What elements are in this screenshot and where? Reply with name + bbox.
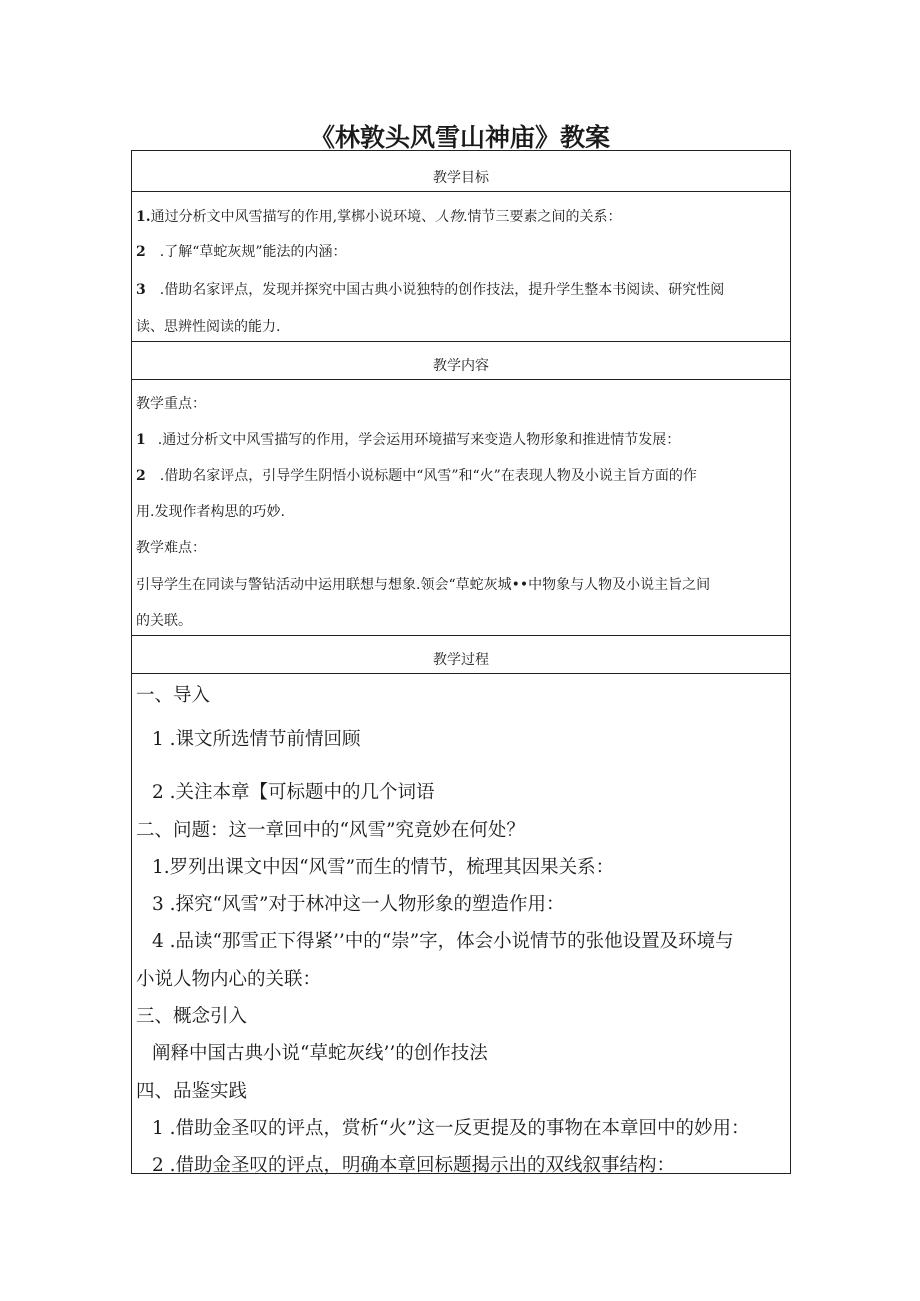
row-divider: [132, 379, 790, 380]
question-item-3-continued: 小说人物内心的关联：: [136, 969, 322, 990]
content-heading: 教学内容: [433, 358, 489, 374]
document-title: 《林敦头风雪山神庙》教案: [309, 123, 610, 152]
section-practice: 四、品鉴实践: [136, 1081, 248, 1102]
objective-3-line-1: .借助名家评点，发现并探究中国古典小说独特的创作技法，提升学生整本书阅读、研究性阅: [159, 282, 725, 298]
objective-3-number: 3: [136, 282, 146, 298]
intro-item-1: 1 .课文所选情节前情回顾: [152, 729, 361, 750]
objective-1-text-b: 人物.: [435, 209, 468, 225]
practice-item-1: 1 .借助金圣叹的评点，赏析“火”这一反更提及的事物在本章回中的妙用：: [152, 1118, 750, 1139]
section-question: 二、问题：这一章回中的“风雪”究竟妙在何处？: [136, 820, 525, 841]
row-divider: [132, 673, 790, 674]
difficulty-line-2: 的关联。: [136, 613, 192, 629]
practice-item-2: 2 .借助金圣叹的评点，明确本章回标题揭示出的双线叙事结构：: [152, 1155, 676, 1176]
objective-2: [136, 241, 347, 261]
concept-item-1: 阐释中国古典小说“草蛇灰线’’的创作技法: [152, 1043, 488, 1064]
key-point-1-number: 1: [136, 432, 146, 448]
objective-3: [136, 279, 724, 299]
objective-3-continued: 读、思辨性阅读的能力.: [136, 319, 281, 335]
intro-item-2: 2 .关注本章【可标题中的几个词语: [152, 782, 435, 803]
difficulty-line-1: 引导学生在同读与警钻活动中运用联想与想象.领会“草蛇灰城••中物象与人物及小说主旨之间: [136, 577, 711, 593]
key-point-2: [136, 465, 697, 485]
row-divider: [132, 191, 790, 192]
objective-2-text: .了解“草蛇灰规”能法的内涵：: [159, 244, 347, 260]
key-point-1-text: .通过分析文中风雪描写的作用，学会运用环境描写来变造人物形象和推进情节发展：: [157, 432, 681, 448]
key-point-2-number: 2: [136, 468, 146, 484]
section-concept: 三、概念引入: [136, 1006, 248, 1027]
key-point-2-continued: 用.发现作者构思的巧妙.: [136, 504, 285, 520]
objective-1-text-c: 情节三要素之间的关系：: [467, 209, 622, 225]
section-intro: 一、导入: [136, 685, 211, 706]
objective-1-text-a: 通过分析文中风雪描写的作用,掌梆小说环境、: [150, 209, 436, 225]
question-item-2: 3 .探究“风雪”对于林冲这一人物形象的塑造作用：: [152, 894, 565, 915]
objective-2-number: 2: [136, 244, 146, 260]
key-point-2-line-1: .借助名家评点，引导学生阴悟小说标题中“风雪”和“火”在表现人物及小说主旨方面的作: [159, 468, 697, 484]
key-points-label: 教学重点：: [136, 396, 206, 412]
difficulties-label: 教学难点：: [136, 540, 206, 556]
key-point-1: [136, 429, 680, 449]
row-divider: [132, 635, 790, 636]
objective-1-number: 1.: [136, 209, 151, 225]
objectives-heading: 教学目标: [433, 170, 489, 186]
objective-1: [136, 206, 622, 226]
lesson-plan-table: [131, 150, 791, 1174]
question-item-1: 1.罗列出课文中因“风雪”而生的情节，梳理其因果关系：: [152, 857, 615, 878]
process-heading: 教学过程: [433, 652, 489, 668]
row-divider: [132, 341, 790, 342]
question-item-3: 4 .品读“那雪正下得紧’’中的“崇”字，体会小说情节的张他设置及环境与: [152, 931, 734, 952]
